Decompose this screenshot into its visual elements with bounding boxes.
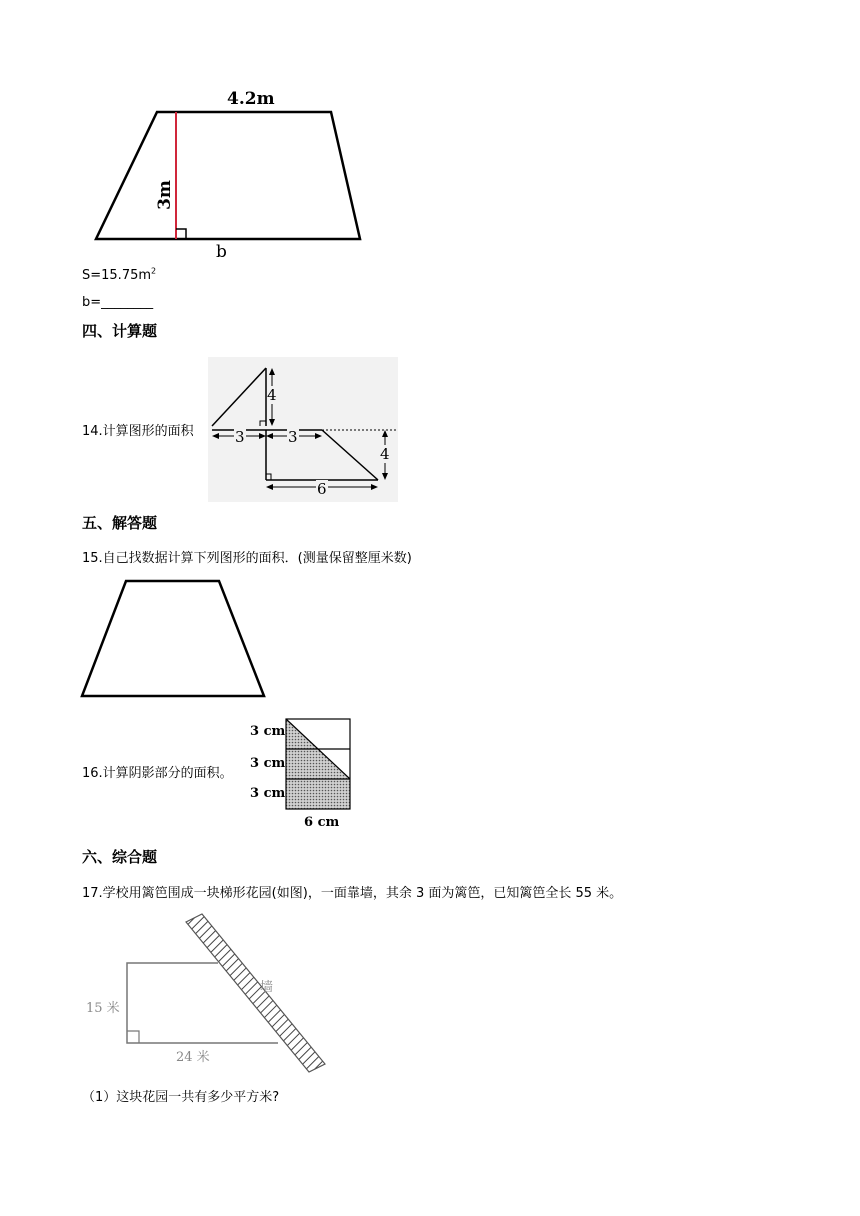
fig16-label-row2: 3 cm [250, 756, 286, 771]
section-6-title: 六、综合题 [82, 848, 158, 866]
trapezoid-height-label: 3m [154, 180, 175, 210]
question-14-text: 14.计算图形的面积 [82, 424, 194, 439]
question-16-text: 16.计算阴影部分的面积。 [82, 766, 233, 781]
fig14-label-seg-left: 3 [235, 428, 245, 446]
fig14-label-left-vertical: 4 [267, 386, 277, 404]
question-17-sub-1: （1）这块花园一共有多少平方米? [82, 1090, 280, 1105]
fig14-label-seg-right: 3 [288, 428, 298, 446]
fig16-label-row1: 3 cm [250, 724, 286, 739]
trapezoid-base-label: b [216, 242, 227, 262]
fig14-label-bottom: 6 [317, 480, 327, 498]
fig14-label-right-vertical: 4 [380, 445, 390, 463]
area-unit-exponent: 2 [151, 266, 157, 276]
question-17-text: 17.学校用篱笆围成一块梯形花园(如图)，一面靠墙，其余 3 面为篱笆，已知篱笆全长 55 米。 [82, 886, 623, 901]
area-given-text: S=15.75m [82, 268, 152, 283]
section-5-title: 五、解答题 [82, 514, 158, 532]
fig17-label-height: 15 米 [86, 1001, 120, 1016]
question-15-text: 15.自己找数据计算下列图形的面积．(测量保留整厘米数) [82, 551, 412, 566]
fig16-label-row3: 3 cm [250, 786, 286, 801]
section-4-title: 四、计算题 [82, 322, 158, 340]
trapezoid-top-label: 4.2m [227, 89, 275, 109]
fig17-label-wall: 墙 [260, 980, 274, 995]
answer-blank: b=________ [82, 295, 154, 310]
fig17-label-bottom: 24 米 [176, 1050, 210, 1065]
fig16-label-width: 6 cm [304, 815, 340, 830]
